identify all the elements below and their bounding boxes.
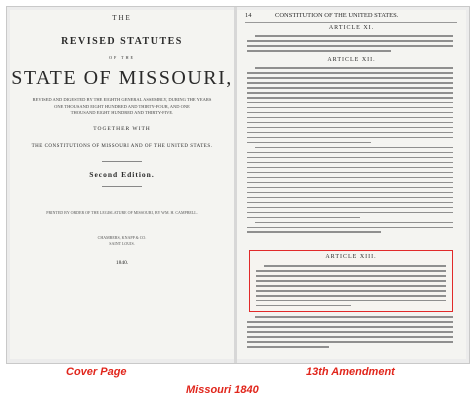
cover-rule-1 bbox=[102, 161, 142, 162]
page-number: 14 bbox=[245, 12, 252, 19]
cover-years-line: ONE THOUSAND EIGHT HUNDRED AND THIRTY-FOUR, AND ONE bbox=[54, 103, 190, 109]
cover-of-the: OF THE bbox=[109, 55, 135, 60]
cover-constitutions: THE CONSTITUTIONS OF MISSOURI AND OF THE UNITED STATES. bbox=[31, 144, 213, 149]
caption-cover-page: Cover Page bbox=[66, 366, 127, 378]
cover-page bbox=[10, 10, 234, 359]
cover-rule-2 bbox=[102, 186, 142, 187]
running-head: CONSTITUTION OF THE UNITED STATES. bbox=[275, 12, 399, 19]
article-xi-heading: ARTICLE XI. bbox=[328, 25, 375, 31]
caption-13th-amendment: 13th Amendment bbox=[306, 366, 395, 378]
amendment-highlight-box bbox=[249, 250, 453, 312]
article-xii-text bbox=[247, 67, 453, 236]
article-xiii-heading: ARTICLE XIII. bbox=[325, 254, 377, 260]
cover-together: TOGETHER WITH bbox=[93, 126, 151, 132]
cover-city: SAINT LOUIS. bbox=[109, 241, 135, 246]
cover-publisher: CHAMBERS, KNAPP & CO. bbox=[97, 235, 147, 240]
note-text bbox=[247, 316, 453, 351]
scan-frame bbox=[6, 6, 470, 364]
article-xii-heading: ARTICLE XII. bbox=[327, 57, 376, 63]
cover-revised-block bbox=[10, 97, 234, 117]
cover-years-line2: THOUSAND EIGHT HUNDRED AND THIRTY-FIVE. bbox=[70, 110, 174, 115]
cover-the: THE bbox=[112, 14, 132, 22]
article-xi-text bbox=[247, 35, 453, 55]
caption-missouri-1840: Missouri 1840 bbox=[186, 384, 259, 396]
cover-edition: Second Edition. bbox=[89, 170, 155, 179]
cover-year: 1840. bbox=[115, 260, 129, 266]
cover-title: REVISED STATUTES bbox=[61, 36, 183, 47]
cover-state: STATE OF MISSOURI, bbox=[11, 67, 233, 89]
article-xiii-text bbox=[256, 265, 446, 310]
constitution-page bbox=[237, 10, 466, 359]
cover-revised-line: REVISED AND DIGESTED BY THE EIGHTH GENERAL ASSEMBLY, DURING THE YEARS bbox=[32, 97, 212, 102]
cover-printed-by: PRINTED BY ORDER OF THE LEGISLATURE OF MISSOURI, BY WM. H. CAMPBELL. bbox=[46, 210, 198, 215]
head-rule bbox=[245, 22, 457, 23]
cover-publisher-block bbox=[10, 235, 234, 247]
